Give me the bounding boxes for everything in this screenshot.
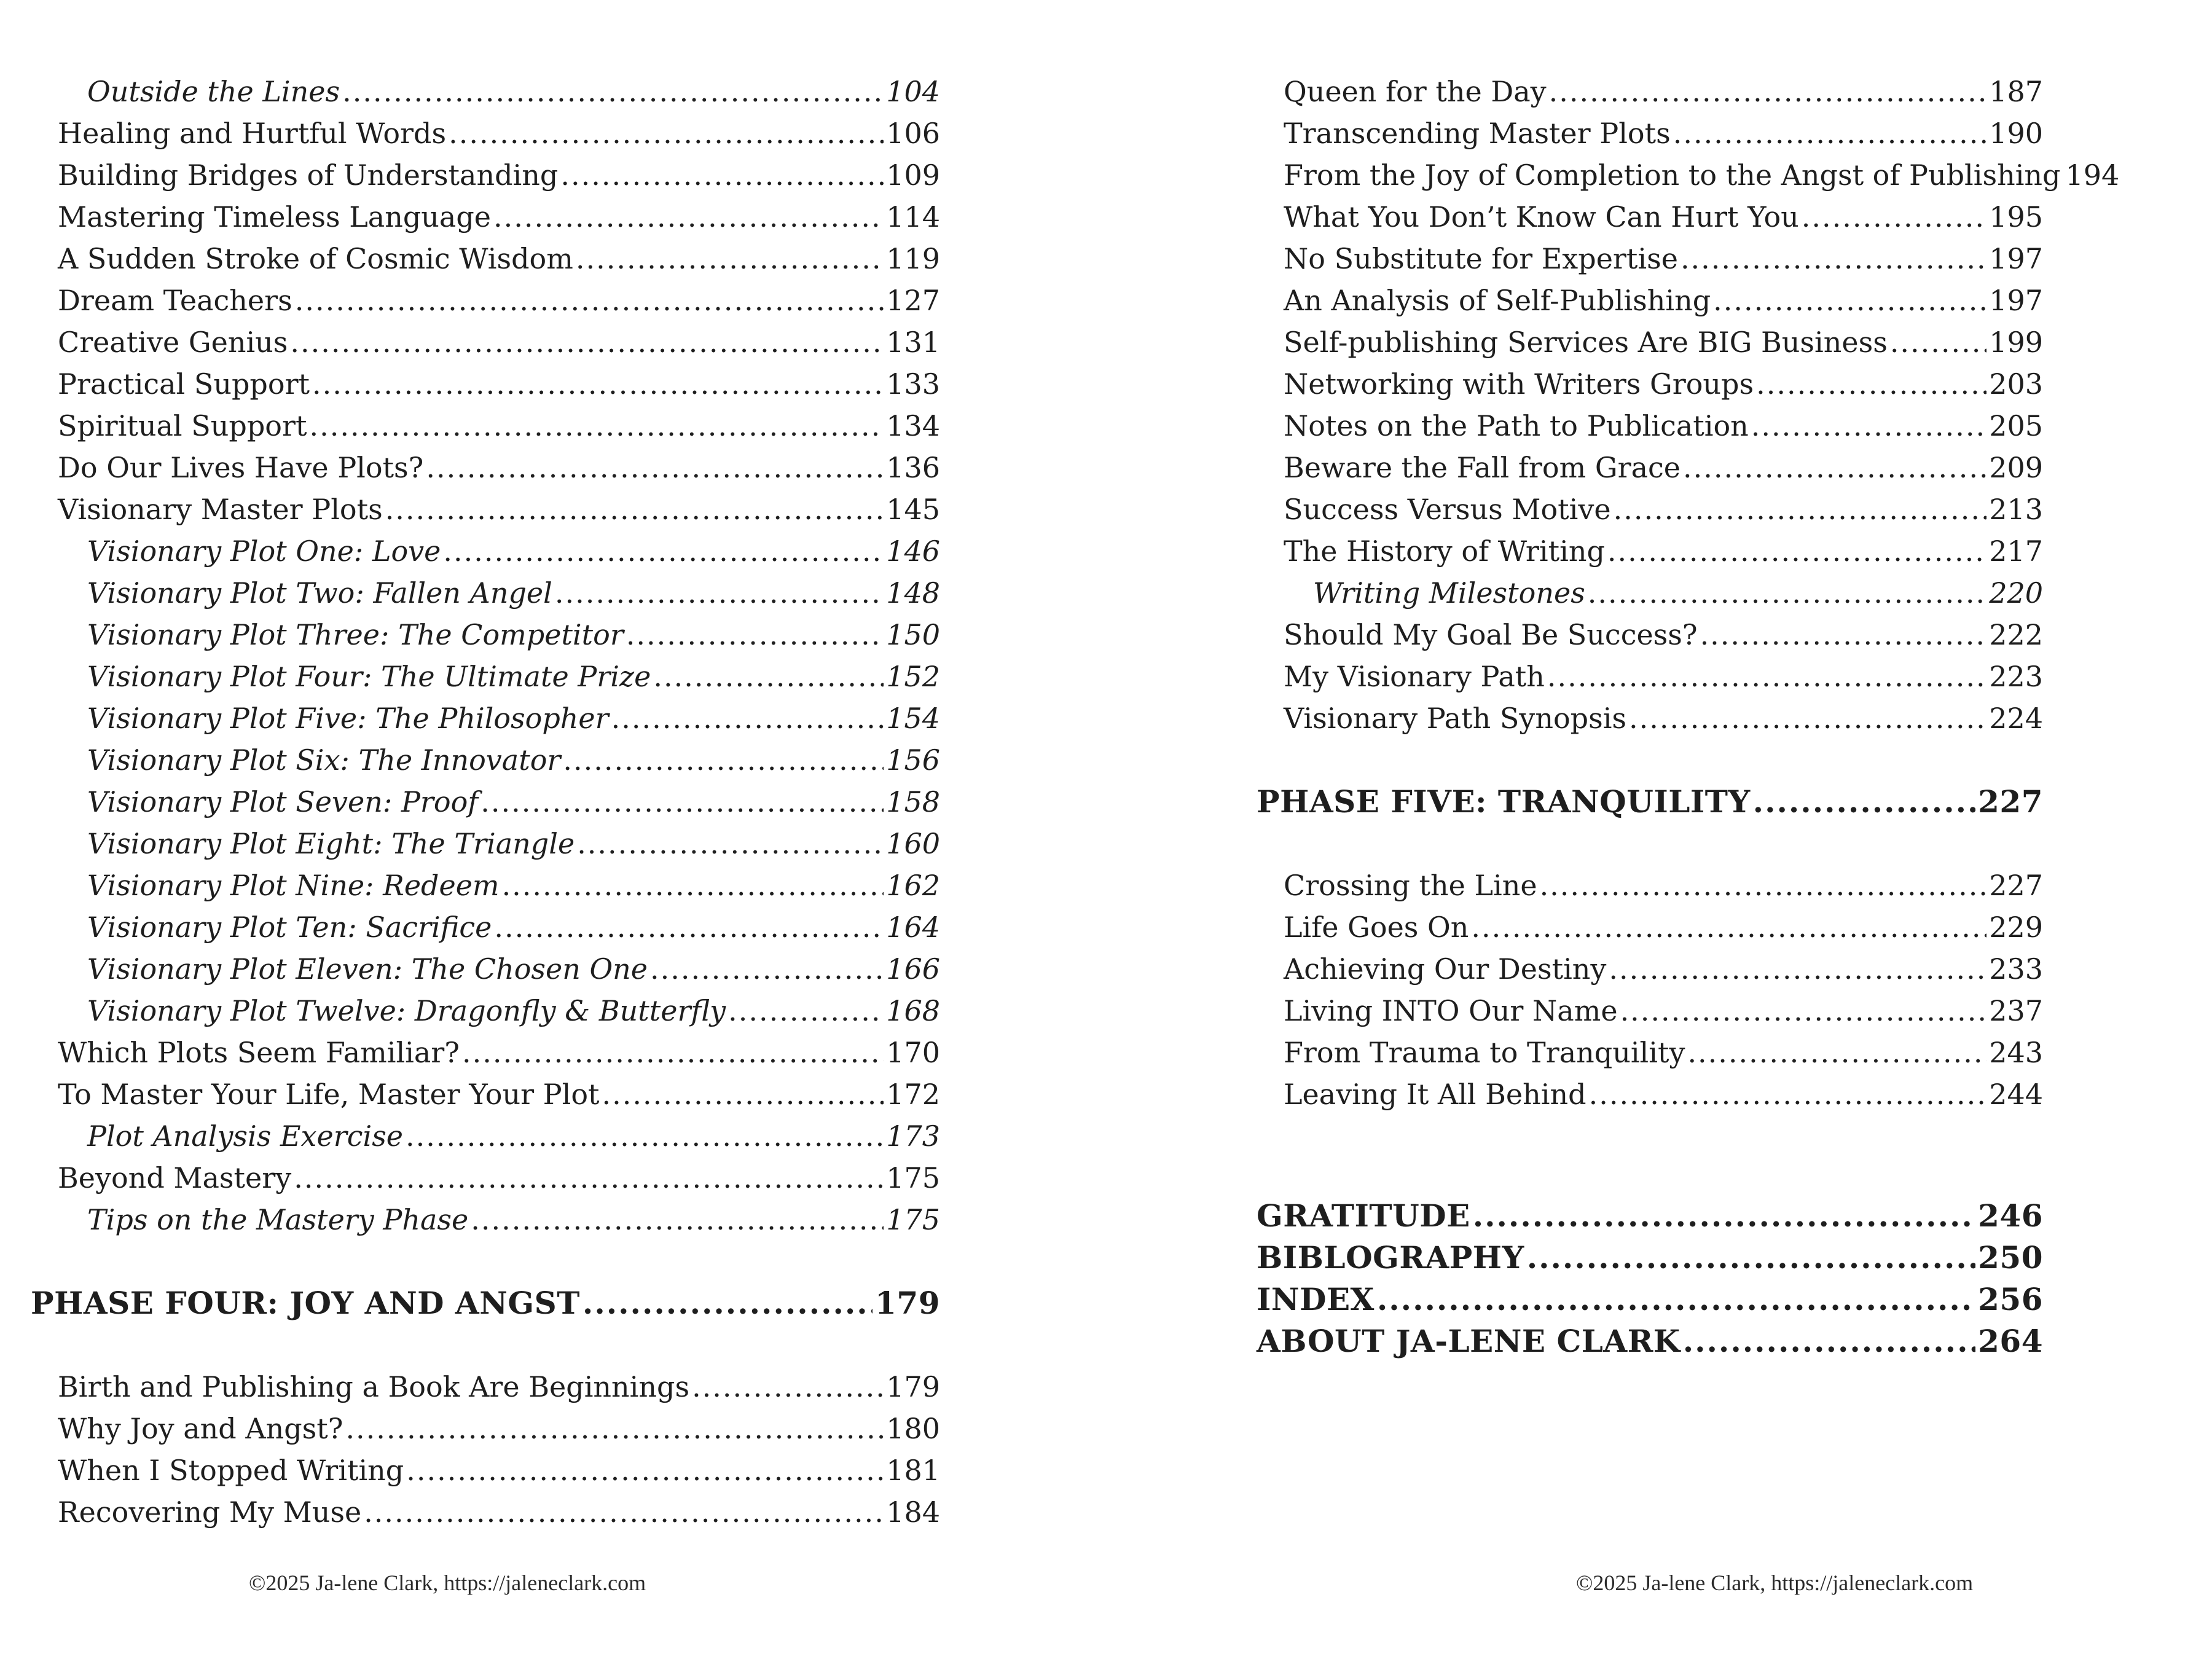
toc-entry-title: Visionary Plot Five: The Philosopher [87, 702, 609, 735]
toc-page-number: 220 [1989, 576, 2043, 610]
toc-entry-title: Visionary Path Synopsis [1284, 702, 1627, 735]
dot-leader [364, 1491, 884, 1533]
toc-subentry[interactable] [31, 865, 940, 906]
toc-entry-title: Recovering My Muse [58, 1496, 362, 1529]
toc-entry[interactable] [31, 321, 940, 363]
toc-entry[interactable] [1257, 530, 2043, 572]
toc-page-number: 164 [886, 911, 940, 944]
dot-leader [1687, 1032, 1986, 1073]
toc-page-number: 244 [1989, 1078, 2043, 1111]
toc-page-number: 209 [1989, 451, 2043, 484]
toc-entry[interactable] [1257, 405, 2043, 447]
dot-leader [1713, 280, 1986, 321]
dot-leader [406, 1449, 884, 1491]
toc-entry[interactable] [1257, 948, 2043, 990]
toc-page-number: 145 [886, 493, 940, 526]
toc-subentry[interactable] [31, 781, 940, 823]
toc-entry-title: Writing Milestones [1313, 576, 1585, 610]
toc-entry-title: Visionary Plot Four: The Ultimate Prize [87, 660, 651, 693]
dot-leader [312, 363, 884, 405]
toc-page-number: 106 [886, 117, 940, 150]
toc-entry[interactable] [1257, 112, 2043, 154]
toc-page-number: 222 [1989, 618, 2043, 651]
dot-leader [1609, 948, 1986, 990]
toc-entry-title: No Substitute for Expertise [1284, 242, 1678, 275]
toc-entry-title: To Master Your Life, Master Your Plot [58, 1078, 600, 1111]
toc-page-number: 224 [1989, 702, 2043, 735]
dot-leader [406, 1115, 884, 1157]
dot-leader [602, 1073, 884, 1115]
toc-entry-title: Networking with Writers Groups [1284, 367, 1754, 401]
toc-subentry[interactable] [31, 697, 940, 739]
dot-leader [294, 1157, 884, 1199]
dot-leader [1753, 781, 1975, 823]
toc-page-number: 119 [886, 242, 940, 275]
toc-page-number: 227 [1978, 783, 2043, 820]
toc-entry-title: My Visionary Path [1284, 660, 1545, 693]
dot-leader [1547, 656, 1986, 697]
dot-leader [493, 196, 884, 238]
toc-page-number: 134 [886, 409, 940, 442]
toc-subentry[interactable] [31, 71, 940, 112]
dot-leader [449, 112, 884, 154]
toc-entry-title: Beyond Mastery [58, 1161, 292, 1194]
toc-entry-title: GRATITUDE [1257, 1198, 1470, 1234]
toc-page-number: 133 [886, 367, 940, 401]
toc-entry[interactable] [1257, 906, 2043, 948]
toc-page-number: 179 [875, 1285, 940, 1321]
toc-entry-title: Dream Teachers [58, 284, 292, 317]
toc-entry-title: From the Joy of Completion to the Angst of Publishing [1284, 159, 2061, 192]
toc-entry[interactable] [1257, 488, 2043, 530]
toc-entry-title: Leaving It All Behind [1284, 1078, 1586, 1111]
toc-entry-title: Visionary Plot Eleven: The Chosen One [87, 952, 648, 986]
toc-entry-title: Healing and Hurtful Words [58, 117, 447, 150]
toc-entry-title: ABOUT JA-LENE CLARK [1257, 1323, 1681, 1359]
toc-entry-title: Practical Support [58, 367, 310, 401]
dot-leader [342, 71, 884, 112]
toc-entry-title: Plot Analysis Exercise [87, 1120, 404, 1153]
dot-leader [653, 656, 884, 697]
toc-page-number: 264 [1978, 1323, 2043, 1359]
toc-entry-title: A Sudden Stroke of Cosmic Wisdom [58, 242, 573, 275]
toc-entry[interactable] [31, 1157, 940, 1199]
toc-subentry[interactable] [31, 1115, 940, 1157]
toc-entry-title: Transcending Master Plots [1284, 117, 1671, 150]
toc-entry[interactable] [31, 280, 940, 321]
toc-page-number: 104 [886, 75, 940, 108]
toc-page-number: 109 [886, 159, 940, 192]
toc-page-number: 227 [1989, 869, 2043, 902]
toc-page-number: 217 [1989, 535, 2043, 568]
dot-leader [555, 572, 884, 614]
toc-page-number: 160 [886, 827, 940, 860]
dot-leader [728, 990, 884, 1032]
dot-leader [295, 280, 884, 321]
toc-entry-title: Visionary Plot Three: The Competitor [87, 618, 624, 651]
toc-entry[interactable] [31, 405, 940, 447]
toc-entry-title: Building Bridges of Understanding [58, 159, 559, 192]
dot-leader [577, 823, 884, 865]
right-page [1106, 0, 2212, 1659]
toc-page-number: 127 [886, 284, 940, 317]
toc-page-number: 172 [886, 1078, 940, 1111]
toc-entry[interactable] [31, 1449, 940, 1491]
toc-page-number: 131 [886, 326, 940, 359]
toc-entry[interactable] [1257, 697, 2043, 739]
toc-entry-title: Visionary Plot One: Love [87, 535, 441, 568]
page-footer-right: ©2025 Ja-lene Clark, https://jaleneclark.com [1576, 1571, 1974, 1595]
toc-page-number: 250 [1978, 1239, 2043, 1276]
toc-back-matter-entry[interactable] [1257, 1237, 2043, 1279]
dot-leader [1614, 488, 1987, 530]
toc-entry-title: Living INTO Our Name [1284, 994, 1618, 1027]
toc-entry-title: The History of Writing [1284, 535, 1605, 568]
dot-leader [345, 1408, 884, 1449]
toc-page-number: 184 [886, 1496, 940, 1529]
toc-subentry[interactable] [31, 823, 940, 865]
toc-entry[interactable] [1257, 280, 2043, 321]
toc-page-number: 175 [886, 1203, 940, 1236]
toc-entry[interactable] [31, 112, 940, 154]
toc-entry[interactable] [1257, 154, 2120, 196]
dot-leader [462, 1032, 884, 1073]
toc-entry-title: From Trauma to Tranquility [1284, 1036, 1685, 1069]
toc-page-number: 194 [2065, 159, 2120, 192]
dot-leader [1540, 865, 1987, 906]
toc-page-number: 170 [886, 1036, 940, 1069]
toc-back-matter-entry[interactable] [1257, 1320, 2043, 1362]
dot-leader [1527, 1237, 1975, 1279]
dot-leader [494, 906, 884, 948]
toc-entry[interactable] [31, 1366, 940, 1408]
toc-entry-title: Creative Genius [58, 326, 288, 359]
dot-leader [385, 488, 884, 530]
dot-leader [1589, 1073, 1987, 1115]
toc-page-number: 229 [1989, 911, 2043, 944]
toc-page-number: 197 [1989, 242, 2043, 275]
dot-leader [611, 697, 884, 739]
toc-page-number: 233 [1989, 952, 2043, 986]
dot-leader [582, 1282, 873, 1324]
toc-entry-title: Should My Goal Be Success? [1284, 618, 1698, 651]
toc-entry-title: BIBLOGRAPHY [1257, 1239, 1524, 1276]
toc-entry[interactable] [1257, 363, 2043, 405]
toc-back-matter-entry[interactable] [1257, 1279, 2043, 1320]
dot-leader [426, 447, 884, 488]
toc-entry-title: Tips on the Mastery Phase [87, 1203, 469, 1236]
dot-leader [502, 865, 884, 906]
toc-entry[interactable] [1257, 321, 2043, 363]
toc-entry-title: Crossing the Line [1284, 869, 1537, 902]
toc-entry-title: Birth and Publishing a Book Are Beginnings [58, 1370, 690, 1403]
toc-entry-title: Visionary Plot Six: The Innovator [87, 743, 561, 777]
toc-entry-title: Visionary Plot Nine: Redeem [87, 869, 500, 902]
dot-leader [1683, 1320, 1975, 1362]
toc-page-number: 173 [886, 1120, 940, 1153]
dot-leader [471, 1199, 884, 1241]
toc-subentry[interactable] [31, 990, 940, 1032]
dot-leader [480, 781, 884, 823]
toc-entry-title: Life Goes On [1284, 911, 1469, 944]
toc-entry-title: Self-publishing Services Are BIG Business [1284, 326, 1888, 359]
toc-entry[interactable] [1257, 1032, 2043, 1073]
toc-entry[interactable] [31, 1491, 940, 1533]
toc-entry[interactable] [31, 196, 940, 238]
dot-leader [1473, 1195, 1975, 1237]
toc-page-number: 136 [886, 451, 940, 484]
toc-entry-title: Notes on the Path to Publication [1284, 409, 1749, 442]
toc-page-number: 237 [1989, 994, 2043, 1027]
toc-entry[interactable] [31, 1032, 940, 1073]
toc-entry-title: Why Joy and Angst? [58, 1412, 343, 1445]
toc-subentry[interactable] [31, 530, 940, 572]
toc-entry-title: Spiritual Support [58, 409, 307, 442]
toc-entry[interactable] [31, 1073, 940, 1115]
toc-subentry[interactable] [31, 572, 940, 614]
toc-entry-title: Visionary Master Plots [58, 493, 383, 526]
toc-entry-title: INDEX [1257, 1281, 1375, 1317]
toc-entry-title: Visionary Plot Eight: The Triangle [87, 827, 575, 860]
toc-entry-title: Visionary Plot Ten: Sacrifice [87, 911, 492, 944]
toc-page-number: 223 [1989, 660, 2043, 693]
toc-page-number: 162 [886, 869, 940, 902]
dot-leader [290, 321, 884, 363]
toc-back-matter-entry[interactable] [1257, 1195, 2043, 1237]
toc-page-number: 158 [886, 785, 940, 818]
toc-list-right [1257, 71, 2120, 1362]
toc-entry[interactable] [1257, 1073, 2043, 1115]
dot-leader [1629, 697, 1986, 739]
dot-leader [443, 530, 884, 572]
dot-leader [1890, 321, 1986, 363]
toc-entry[interactable] [1257, 865, 2043, 906]
toc-entry[interactable] [31, 154, 940, 196]
toc-entry[interactable] [1257, 238, 2043, 280]
toc-page-number: 166 [886, 952, 940, 986]
toc-page-number: 197 [1989, 284, 2043, 317]
toc-page-number: 243 [1989, 1036, 2043, 1069]
toc-entry[interactable] [1257, 71, 2043, 112]
toc-entry-title: An Analysis of Self-Publishing [1284, 284, 1711, 317]
toc-entry-title: Beware the Fall from Grace [1284, 451, 1681, 484]
dot-leader [563, 739, 884, 781]
toc-page-number: 146 [886, 535, 940, 568]
dot-leader [1673, 112, 1986, 154]
dot-leader [1751, 405, 1986, 447]
dot-leader [692, 1366, 884, 1408]
toc-entry[interactable] [31, 238, 940, 280]
toc-entry[interactable] [1257, 990, 2043, 1032]
toc-entry[interactable] [1257, 656, 2043, 697]
toc-entry-title: Achieving Our Destiny [1284, 952, 1607, 986]
toc-page-number: 199 [1989, 326, 2043, 359]
dot-leader [650, 948, 884, 990]
dot-leader [1588, 572, 1986, 614]
toc-page-number: 213 [1989, 493, 2043, 526]
toc-list-left [31, 71, 940, 1533]
dot-leader [1377, 1279, 1975, 1320]
toc-subentry[interactable] [31, 739, 940, 781]
toc-entry[interactable] [1257, 196, 2043, 238]
toc-entry-title: Visionary Plot Twelve: Dragonfly & Butterfly [87, 994, 726, 1027]
dot-leader [1471, 906, 1986, 948]
dot-leader [1683, 447, 1986, 488]
toc-page-number: 190 [1989, 117, 2043, 150]
toc-page-number: 168 [886, 994, 940, 1027]
toc-page-number: 180 [886, 1412, 940, 1445]
dot-leader [626, 614, 884, 656]
toc-page-number: 246 [1978, 1198, 2043, 1234]
toc-page-number: 256 [1978, 1281, 2043, 1317]
toc-phase-heading[interactable] [31, 1282, 940, 1324]
toc-entry[interactable] [31, 1408, 940, 1449]
toc-entry-title: Queen for the Day [1284, 75, 1547, 108]
toc-entry[interactable] [31, 363, 940, 405]
toc-entry-title: PHASE FOUR: JOY AND ANGST [31, 1285, 580, 1321]
dot-leader [1681, 238, 1986, 280]
toc-entry-title: Mastering Timeless Language [58, 200, 492, 233]
toc-subentry[interactable] [31, 906, 940, 948]
toc-phase-heading[interactable] [1257, 781, 2043, 823]
toc-subentry[interactable] [31, 948, 940, 990]
toc-entry-title: What You Don’t Know Can Hurt You [1284, 200, 1799, 233]
toc-subentry[interactable] [31, 614, 940, 656]
toc-entry-title: Do Our Lives Have Plots? [58, 451, 424, 484]
dot-leader [1549, 71, 1987, 112]
toc-entry-title: Visionary Plot Two: Fallen Angel [87, 576, 552, 610]
toc-page-number: 179 [886, 1370, 940, 1403]
dot-leader [1802, 196, 1986, 238]
toc-page-number: 114 [886, 200, 940, 233]
toc-entry-title: Outside the Lines [87, 75, 340, 108]
dot-leader [1700, 614, 1987, 656]
page-footer-left: ©2025 Ja-lene Clark, https://jaleneclark.com [249, 1571, 646, 1595]
toc-page-number: 195 [1989, 200, 2043, 233]
toc-page-number: 148 [886, 576, 940, 610]
dot-leader [1620, 990, 1987, 1032]
dot-leader [1607, 530, 1986, 572]
toc-page-number: 175 [886, 1161, 940, 1194]
dot-leader [560, 154, 884, 196]
toc-entry[interactable] [1257, 614, 2043, 656]
toc-page-number: 187 [1989, 75, 2043, 108]
toc-entry-title: Visionary Plot Seven: Proof [87, 785, 479, 818]
dot-leader [1756, 363, 1986, 405]
toc-entry-title: PHASE FIVE: TRANQUILITY [1257, 783, 1751, 820]
toc-subentry[interactable] [1257, 572, 2043, 614]
toc-subentry[interactable] [31, 656, 940, 697]
toc-entry-title: Which Plots Seem Familiar? [58, 1036, 460, 1069]
dot-leader [576, 238, 884, 280]
toc-entry[interactable] [31, 488, 940, 530]
toc-entry-title: When I Stopped Writing [58, 1454, 404, 1487]
toc-entry[interactable] [1257, 447, 2043, 488]
toc-entry[interactable] [31, 447, 940, 488]
toc-page-number: 152 [886, 660, 940, 693]
toc-page-number: 156 [886, 743, 940, 777]
toc-page-number: 150 [886, 618, 940, 651]
toc-entry-title: Success Versus Motive [1284, 493, 1611, 526]
toc-page-number: 203 [1989, 367, 2043, 401]
toc-page-number: 154 [886, 702, 940, 735]
toc-page-number: 205 [1989, 409, 2043, 442]
toc-page-number: 181 [886, 1454, 940, 1487]
dot-leader [309, 405, 884, 447]
toc-subentry[interactable] [31, 1199, 940, 1241]
